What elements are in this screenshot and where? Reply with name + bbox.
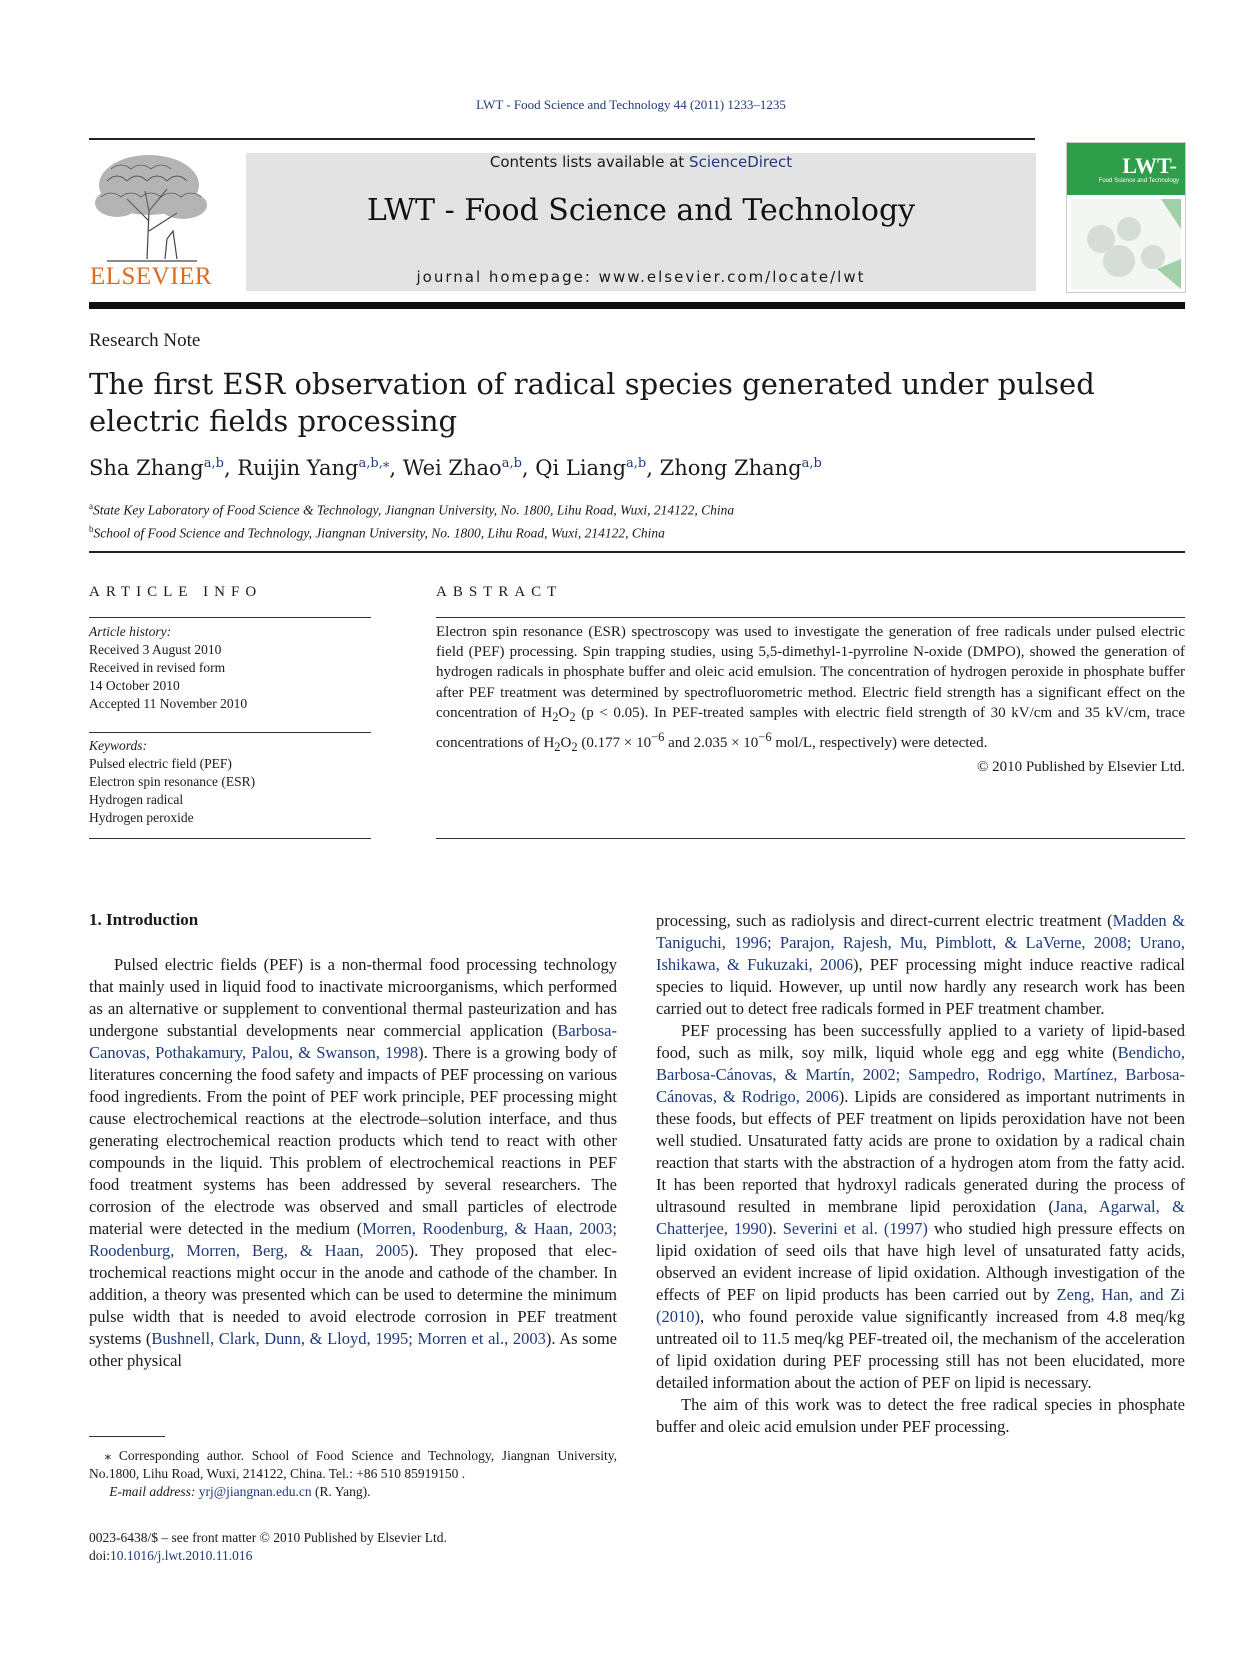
- author-name[interactable]: Qi Liang: [535, 456, 627, 480]
- abstract-copyright: © 2010 Published by Elsevier Ltd.: [976, 759, 1185, 776]
- email-suffix: (R. Yang).: [311, 1484, 371, 1499]
- divider: [89, 732, 371, 733]
- keyword: Pulsed electric field (PEF): [89, 756, 232, 771]
- elsevier-logo[interactable]: [87, 151, 215, 291]
- paragraph-text: ). As some other physical: [89, 1329, 617, 1370]
- body-column-right: [656, 910, 1185, 1438]
- citation-link[interactable]: Jana, Agarwal, & Chatterjee, 1990: [656, 1197, 1185, 1238]
- abstract-text: and 2.035 × 10: [664, 735, 759, 752]
- keyword: Electron spin resonance (ESR): [89, 774, 256, 789]
- footnote-mark: ⁎: [104, 1448, 112, 1463]
- article-info-heading: ARTICLE INFO: [89, 584, 263, 600]
- doi-link[interactable]: 10.1016/j.lwt.2010.11.016: [110, 1548, 253, 1563]
- tree-icon: [87, 151, 215, 263]
- citation-link[interactable]: Barbosa-Canovas, Pothakamury, Palou, & Swanson, 1998: [89, 1021, 617, 1062]
- paragraph-text: PEF processing has been successfully applied to a variety of lipid-based food, such as milk, soy milk, liquid whole egg and egg white (: [656, 1021, 1185, 1062]
- divider: [436, 838, 1185, 839]
- cover-subtitle: Food Science and Technology: [1098, 178, 1179, 184]
- affiliation-mark: b: [89, 523, 94, 534]
- author-affil-mark[interactable]: a,b: [203, 456, 224, 471]
- citation-link[interactable]: Morren, Roodenburg, & Haan, 2003; Roodenburg, Morren, Berg, & Haan, 2005: [89, 1219, 617, 1260]
- paragraph-text: who studied high pressure effects on lipid oxidation of seed oils that have high level of unsaturated fatty acids, observed an evident increase of lipid oxidation. Although investigation of the effects of PEF on lipid products has been carried out by: [656, 1219, 1186, 1304]
- paragraph: The aim of this work was to detect the free radical species in phosphate buffer and oleic acid emulsion under PEF processing.: [656, 1395, 1185, 1436]
- paragraph: [656, 910, 1185, 1020]
- paragraph-text: Pulsed electric fields (PEF) is a non-thermal food processing technology that mainly used in liquid food to inactivate microorganisms, which performed as an alternative or supplement to conventional thermal pasteurization and has undergone substantial developments near commercial application (: [89, 955, 617, 1040]
- author-affil-mark[interactable]: a,b: [626, 456, 647, 471]
- keyword: Hydrogen radical: [89, 792, 184, 807]
- journal-name: LWT - Food Science and Technology: [366, 193, 916, 228]
- doi-label: doi:: [89, 1548, 111, 1563]
- keywords-label: Keywords:: [89, 738, 147, 753]
- history-item: Received 3 August 2010: [89, 642, 222, 657]
- contents-prefix: Contents lists available at: [489, 153, 690, 171]
- paragraph-text: processing, such as radiolysis and direct-current electric treatment (: [656, 911, 1113, 930]
- section-heading: 1. Introduction: [89, 910, 199, 929]
- abstract-text: (p < 0.05). In PEF-treated samples with electric field strength of 30 kV/cm and 35 kV/cm, trace concentrations of H: [436, 704, 1185, 752]
- affiliations: [89, 497, 734, 542]
- keyword: Hydrogen peroxide: [89, 810, 194, 825]
- divider: [89, 617, 371, 618]
- history-item: 14 October 2010: [89, 678, 180, 693]
- corresponding-author-footnote: [89, 1447, 617, 1501]
- issn-line: 0023-6438/$ – see front matter © 2010 Published by Elsevier Ltd.: [89, 1530, 447, 1545]
- paragraph-text: ). They proposed that electrochemical reactions might occur in the anode and cathode of the chamber. In addition, a theory was presented which can be used to determine the minimum pulse width that is needed to avoid electrode corrosion in PEF treatment systems (: [89, 1241, 617, 1348]
- article-type: Research Note: [89, 330, 201, 351]
- abstract-text: mol/L, respectively) were detected.: [771, 735, 988, 752]
- article-title: The first ESR observation of radical species generated under pulsed electric fields processing: [89, 367, 1095, 438]
- elsevier-wordmark: ELSEVIER: [89, 263, 213, 290]
- citation-link[interactable]: Zeng, Han, and Zi (2010): [656, 1285, 1185, 1326]
- history-item: Received in revised form: [89, 660, 226, 675]
- affiliation-text: School of Food Science and Technology, Jiangnan University, No. 1800, Lihu Road, Wuxi, 214122, China: [93, 525, 665, 540]
- email-label: E-mail address:: [109, 1484, 199, 1499]
- paragraph-text: , who found peroxide value significantly increased from 4.8 meq/kg untreated oil to 11.5 meq/kg PEF-treated oil, the mechanism of the acceleration of lipid oxidation during PEF processing still has not been elucidated, more detailed information about the action of PEF on lipid is necessary.: [656, 1307, 1185, 1392]
- contents-line: [246, 153, 1036, 171]
- author-list: Sha Zhang$^{a,b}$, Ruijin Yang$^{a,b,⁎}$, Wei Zhao$^{a,b}$, Qi Liang$^{a,b}$, Zhong Zhang$^{a,b}$: [89, 456, 822, 480]
- author-affil-mark[interactable]: a,b: [501, 456, 522, 471]
- keywords: [89, 737, 255, 827]
- journal-cover-thumbnail[interactable]: [1066, 142, 1186, 293]
- citation-link[interactable]: Bendicho, Barbosa-Cánovas, & Martín, 2002; Sampedro, Rodrigo, Martínez, Barbosa-Cánovas, & Rodrigo, 2006: [656, 1043, 1185, 1106]
- footnote-rule: [89, 1436, 165, 1437]
- divider: [436, 617, 1185, 618]
- header-rule: [89, 138, 1035, 140]
- author-affil-mark[interactable]: a,b: [801, 456, 822, 471]
- email-link[interactable]: yrj@jiangnan.edu.cn: [198, 1484, 312, 1499]
- article-history: [89, 623, 247, 713]
- title-rule: [89, 551, 1185, 553]
- journal-citation[interactable]: LWT - Food Science and Technology 44 (2011) 1233–1235: [476, 97, 786, 112]
- abstract-body: Electron spin resonance (ESR) spectroscopy was used to investigate the generation of free radicals under pulsed electric field (PEF) processing. Spin trapping studies, using 5,5-dimethyl-1-pyrroline N-oxide (DMPO), showed the generation of hydrogen radicals in phosphate buffer and oleic acid emulsion. The concentration of hydrogen peroxide in phosphate buffer after PEF treatment was determined by spectrofluorometric method. Electric field strength has a significant effect on the concentration of $H_2O_2$ (p < 0.05). In PEF-treated samples with electric field strength of 30 kV/cm and 35 kV/cm, trace concentrations of $H_2O_2$ ($0.177 \times 10^{-6}$ and $2.035 \times 10^{-6}$ mol/L, respectively) were detected. © 2010 Published by Elsevier Ltd.: [436, 622, 1185, 777]
- cover-pattern-icon: [1071, 199, 1181, 289]
- journal-homepage[interactable]: journal homepage: www.elsevier.com/locate/lwt: [416, 268, 866, 286]
- doi-line: [89, 1547, 447, 1565]
- abstract-text: (0.177 × 10: [577, 735, 652, 752]
- affiliation: [89, 497, 734, 520]
- footnote-text: Corresponding author. School of Food Science and Technology, Jiangnan University, No.1800, Lihu Road, Wuxi, 214122, China. Tel.: +86 510 85919150 .: [89, 1448, 618, 1481]
- author-name[interactable]: Sha Zhang: [89, 456, 204, 480]
- abstract-heading: ABSTRACT: [436, 584, 563, 600]
- affiliation-mark: a: [89, 501, 93, 511]
- divider: [89, 838, 371, 839]
- author-affil-mark[interactable]: a,b,⁎: [358, 456, 390, 471]
- citation-link[interactable]: Severini et al. (1997): [782, 1219, 928, 1238]
- affiliation-text: State Key Laboratory of Food Science & Technology, Jiangnan University, No. 1800, Lihu Road, Wuxi, 214122, China: [93, 502, 735, 518]
- body-column-left: [89, 954, 617, 1372]
- author-name[interactable]: Wei Zhao: [402, 456, 502, 480]
- abstract-text: Electron spin resonance (ESR) spectroscopy was used to investigate the generation of free radicals under pulsed electric field (PEF) processing. Spin trapping studies, using 5,5-dimethyl-1-pyrroline N-oxide (DMPO), showed the generation of hydrogen radicals in phosphate buffer and oleic acid emulsion. The concentration of hydrogen peroxide in phosphate buffer after PEF treatment was determined by spectrofluorometric method. Electric field strength has a significant effect on the concentration of H: [436, 624, 1185, 721]
- sciencedirect-link[interactable]: ScienceDirect: [689, 153, 793, 171]
- paragraph-text: ). Lipids are considered as important nutriments in these foods, but effects of PEF treatment on lipids peroxidation have not been well studied. Unsaturated fatty acids are prone to oxidation by a radical chain reaction that starts with the abstraction of a hydrogen atom from the fatty acid. It has been reported that hydroxyl radicals generated during the process of ultrasound resulted in membrane lipid peroxidation (: [656, 1087, 1185, 1216]
- history-label: Article history:: [89, 624, 172, 639]
- author-name[interactable]: Zhong Zhang: [659, 456, 802, 480]
- front-matter: [89, 1529, 447, 1565]
- paragraph: [89, 954, 617, 1372]
- author-name[interactable]: Ruijin Yang: [237, 456, 359, 480]
- paragraph: [656, 1020, 1185, 1394]
- citation-link[interactable]: Madden & Taniguchi, 1996; Parajon, Rajesh, Mu, Pimblott, & LaVerne, 2008; Urano, Ishikawa, & Fukuzaki, 2006: [656, 911, 1185, 974]
- cover-title: LWT-: [1122, 153, 1177, 178]
- history-item: Accepted 11 November 2010: [89, 696, 248, 711]
- journal-masthead: [246, 153, 1036, 291]
- paragraph-text: ). There is a growing body of literatures concerning the food safety and impacts of PEF processing on various food ingredients. From the point of PEF work principle, PEF processing might cause electrochemical reactions at the electrode–solution interface, and thus generating electrochemical reaction products which tend to react with other compounds in the liquid. This problem of electrochemical reactions in PEF food treatment systems has been addressed by several researchers. The corrosion of the electrode was observed and small particles of electrode material were detected in the medium (: [89, 1043, 617, 1238]
- affiliation: [89, 520, 734, 543]
- masthead-rule: [89, 302, 1185, 309]
- citation-link[interactable]: Bushnell, Clark, Dunn, & Lloyd, 1995; Morren et al., 2003: [151, 1329, 546, 1348]
- paragraph-text: ), PEF processing might induce reactive radical species to liquid. However, up until now hardly any research work has been carried out to detect free radicals formed in PEF treatment chamber.: [656, 955, 1185, 1018]
- paragraph-text: ).: [767, 1219, 783, 1238]
